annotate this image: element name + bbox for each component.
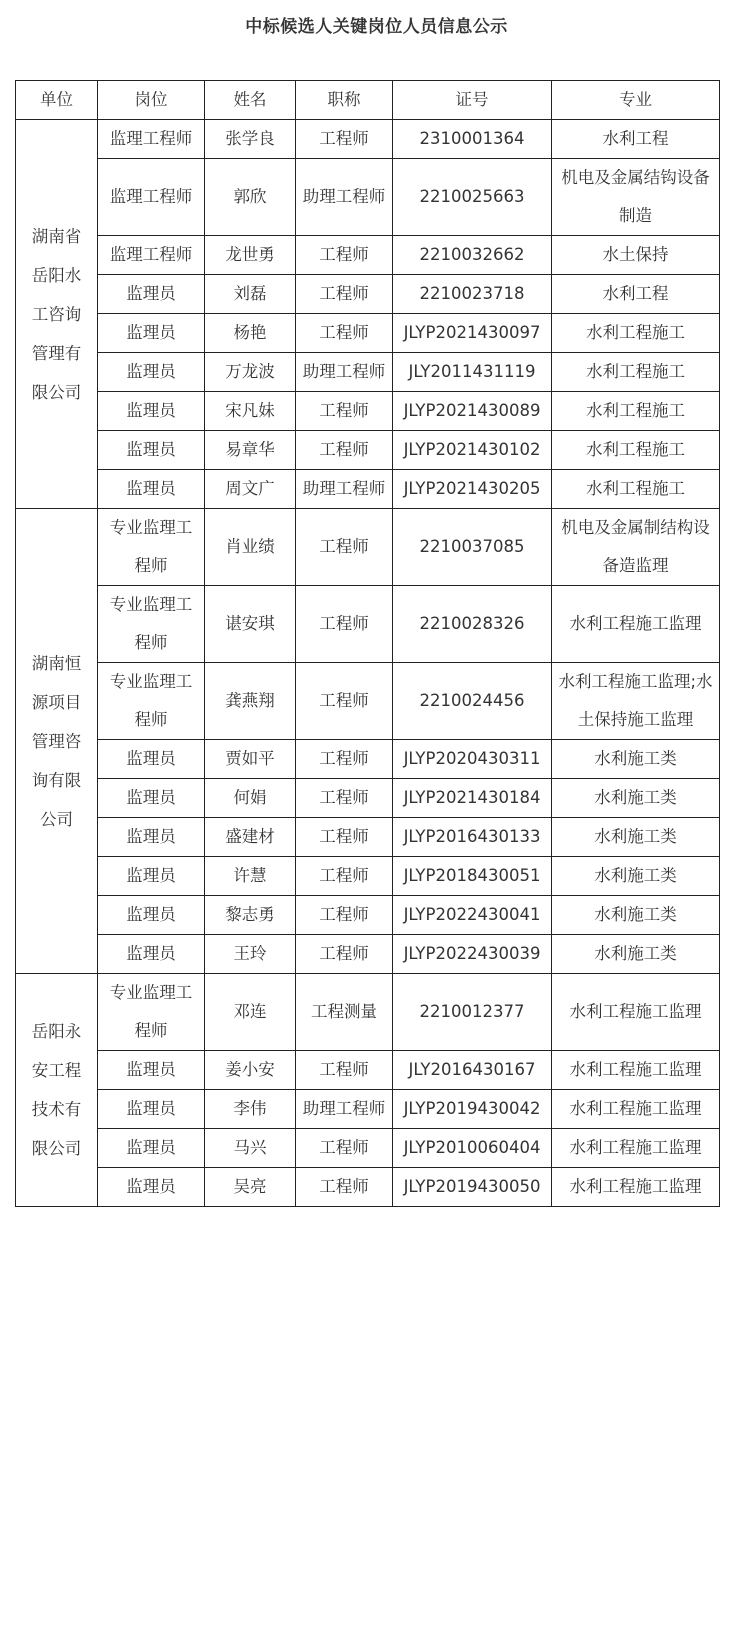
certificate-cell: JLYP2019430050 [393,1168,552,1207]
header-specialty: 专业 [552,81,720,120]
header-certificate: 证号 [393,81,552,120]
page-title: 中标候选人关键岗位人员信息公示 [245,17,508,37]
table-row [16,974,720,1051]
certificate-cell: JLYP2022430041 [393,896,552,935]
certificate-cell: JLYP2022430039 [393,935,552,974]
name-cell: 何娟 [205,779,296,818]
name-cell: 盛建材 [205,818,296,857]
header-name: 姓名 [205,81,296,120]
table-row [16,431,720,470]
position-cell: 监理员 [98,779,205,818]
title-cell: 工程师 [296,1129,393,1168]
specialty-cell: 水利工程施工 [552,314,720,353]
specialty-cell: 水利工程施工监理 [552,586,720,663]
position-cell: 监理员 [98,353,205,392]
certificate-cell: JLYP2021430184 [393,779,552,818]
name-cell: 邓连 [205,974,296,1051]
name-cell: 宋凡妹 [205,392,296,431]
name-cell: 许慧 [205,857,296,896]
position-cell: 监理员 [98,857,205,896]
table-row [16,509,720,586]
table-row [16,663,720,740]
specialty-cell: 水利工程 [552,120,720,159]
table-row [16,779,720,818]
position-cell: 监理员 [98,470,205,509]
certificate-cell: 2210024456 [393,663,552,740]
header-row [16,81,720,120]
position-cell: 专业监理工程师 [98,974,205,1051]
company-cell: 湖南省岳阳水工咨询管理有限公司 [16,120,98,509]
table-row [16,392,720,431]
table-row [16,120,720,159]
table-row [16,1129,720,1168]
name-cell: 张学良 [205,120,296,159]
specialty-cell: 水土保持 [552,236,720,275]
company-cell: 湖南恒源项目管理咨询有限公司 [16,509,98,974]
specialty-cell: 水利工程施工监理 [552,974,720,1051]
title-cell: 工程师 [296,236,393,275]
table-row [16,1051,720,1090]
specialty-cell: 水利工程 [552,275,720,314]
certificate-cell: JLYP2021430089 [393,392,552,431]
table-row [16,586,720,663]
specialty-cell: 水利施工类 [552,779,720,818]
name-cell: 吴亮 [205,1168,296,1207]
name-cell: 周文广 [205,470,296,509]
position-cell: 专业监理工程师 [98,586,205,663]
specialty-cell: 水利工程施工 [552,431,720,470]
header-unit: 单位 [16,81,98,120]
specialty-cell: 水利施工类 [552,857,720,896]
table-row [16,896,720,935]
certificate-cell: JLYP2021430205 [393,470,552,509]
certificate-cell: JLYP2020430311 [393,740,552,779]
name-cell: 黎志勇 [205,896,296,935]
title-cell: 工程师 [296,392,393,431]
table-row [16,1090,720,1129]
specialty-cell: 水利工程施工 [552,392,720,431]
certificate-cell: JLY2011431119 [393,353,552,392]
position-cell: 监理员 [98,431,205,470]
specialty-cell: 机电及金属结钩设备制造 [552,159,720,236]
certificate-cell: JLY2016430167 [393,1051,552,1090]
certificate-cell: 2210025663 [393,159,552,236]
certificate-cell: 2210012377 [393,974,552,1051]
table-row [16,740,720,779]
title-cell: 工程师 [296,818,393,857]
title-cell: 工程师 [296,509,393,586]
specialty-cell: 水利工程施工监理 [552,1051,720,1090]
title-cell: 工程师 [296,857,393,896]
position-cell: 监理工程师 [98,120,205,159]
position-cell: 监理员 [98,1168,205,1207]
name-cell: 杨艳 [205,314,296,353]
specialty-cell: 水利施工类 [552,740,720,779]
table-row [16,275,720,314]
title-cell: 工程师 [296,1168,393,1207]
position-cell: 监理员 [98,392,205,431]
position-cell: 专业监理工程师 [98,509,205,586]
specialty-cell: 机电及金属制结构设备造监理 [552,509,720,586]
specialty-cell: 水利工程施工 [552,470,720,509]
position-cell: 监理员 [98,314,205,353]
position-cell: 监理工程师 [98,159,205,236]
title-cell: 工程师 [296,1051,393,1090]
position-cell: 监理工程师 [98,236,205,275]
position-cell: 监理员 [98,1090,205,1129]
table-row [16,353,720,392]
table-row [16,857,720,896]
title-cell: 工程师 [296,314,393,353]
table-row [16,236,720,275]
name-cell: 贾如平 [205,740,296,779]
title-cell: 助理工程师 [296,353,393,392]
name-cell: 马兴 [205,1129,296,1168]
table-row [16,470,720,509]
title-cell: 工程师 [296,275,393,314]
title-cell: 工程师 [296,120,393,159]
title-cell: 工程师 [296,935,393,974]
certificate-cell: JLYP2010060404 [393,1129,552,1168]
certificate-cell: JLYP2019430042 [393,1090,552,1129]
name-cell: 郭欣 [205,159,296,236]
name-cell: 姜小安 [205,1051,296,1090]
title-cell: 工程师 [296,896,393,935]
certificate-cell: JLYP2021430102 [393,431,552,470]
certificate-cell: JLYP2021430097 [393,314,552,353]
table-row [16,818,720,857]
title-cell: 助理工程师 [296,470,393,509]
certificate-cell: 2210023718 [393,275,552,314]
certificate-cell: 2310001364 [393,120,552,159]
position-cell: 监理员 [98,896,205,935]
name-cell: 龙世勇 [205,236,296,275]
table-body [16,120,720,1207]
certificate-cell: 2210037085 [393,509,552,586]
table-row [16,314,720,353]
name-cell: 肖业绩 [205,509,296,586]
certificate-cell: 2210032662 [393,236,552,275]
header-title: 职称 [296,81,393,120]
specialty-cell: 水利工程施工监理 [552,1090,720,1129]
title-cell: 助理工程师 [296,1090,393,1129]
name-cell: 易章华 [205,431,296,470]
specialty-cell: 水利施工类 [552,935,720,974]
title-cell: 工程师 [296,431,393,470]
position-cell: 监理员 [98,275,205,314]
specialty-cell: 水利工程施工监理;水土保持施工监理 [552,663,720,740]
table-row [16,935,720,974]
name-cell: 龚燕翔 [205,663,296,740]
certificate-cell: 2210028326 [393,586,552,663]
personnel-table [15,80,720,1207]
title-cell: 工程师 [296,663,393,740]
specialty-cell: 水利施工类 [552,896,720,935]
title-cell: 工程师 [296,779,393,818]
specialty-cell: 水利工程施工监理 [552,1168,720,1207]
company-cell: 岳阳永安工程技术有限公司 [16,974,98,1207]
specialty-cell: 水利工程施工监理 [552,1129,720,1168]
name-cell: 李伟 [205,1090,296,1129]
title-cell: 工程师 [296,586,393,663]
title-cell: 助理工程师 [296,159,393,236]
header-position: 岗位 [98,81,205,120]
table-row [16,159,720,236]
position-cell: 监理员 [98,1051,205,1090]
position-cell: 专业监理工程师 [98,663,205,740]
title-cell: 工程师 [296,740,393,779]
specialty-cell: 水利施工类 [552,818,720,857]
position-cell: 监理员 [98,1129,205,1168]
table-row [16,1168,720,1207]
position-cell: 监理员 [98,935,205,974]
title-cell: 工程测量 [296,974,393,1051]
specialty-cell: 水利工程施工 [552,353,720,392]
position-cell: 监理员 [98,740,205,779]
certificate-cell: JLYP2018430051 [393,857,552,896]
position-cell: 监理员 [98,818,205,857]
certificate-cell: JLYP2016430133 [393,818,552,857]
name-cell: 刘磊 [205,275,296,314]
name-cell: 万龙波 [205,353,296,392]
name-cell: 谌安琪 [205,586,296,663]
name-cell: 王玲 [205,935,296,974]
